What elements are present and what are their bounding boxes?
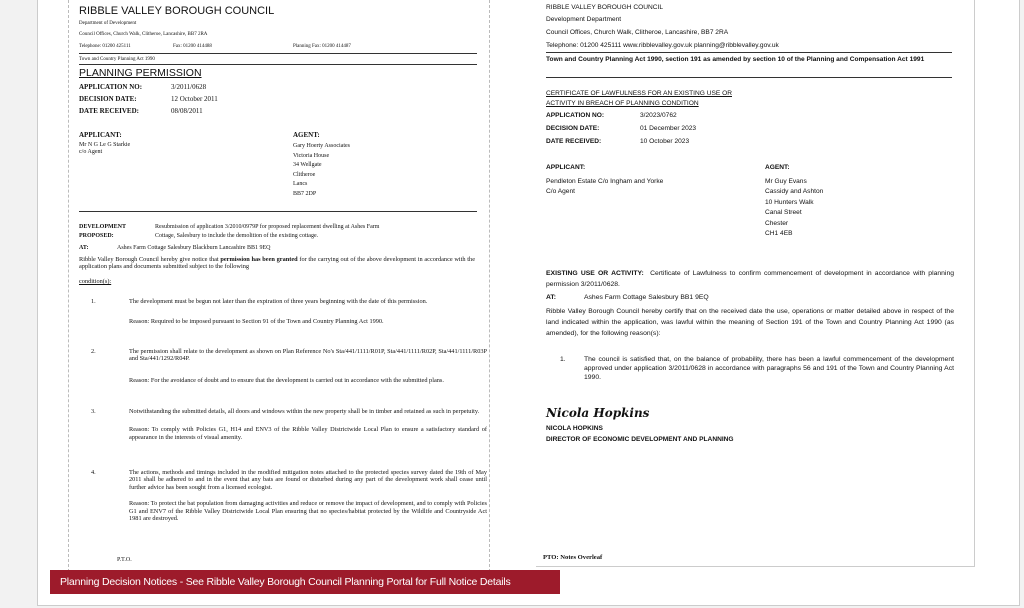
decision-date: 12 October 2011 bbox=[171, 95, 218, 103]
fax: Fax: 01200 414488 bbox=[173, 44, 212, 49]
planning-fax: Planning Fax: 01200 414487 bbox=[293, 44, 351, 49]
pto: P.T.O. bbox=[117, 557, 132, 563]
act-line: Town and Country Planning Act 1990 bbox=[79, 57, 155, 62]
contact-line: Telephone: 01200 425111 www.ribblevalley.gov.uk planning@ribblevalley.gov.uk bbox=[546, 42, 779, 49]
planning-permission-notice bbox=[68, 0, 490, 572]
decision-date: 01 December 2023 bbox=[640, 125, 697, 132]
application-no: 3/2023/0762 bbox=[640, 112, 677, 119]
condition-2: 2. The permission shall relate to the development as shown on Plan Reference No's Sta/441/1111/R01P, Sta/441/1111/R02P, Sta/441/1111/R03P and Sta/441/1292/R04P. Reason: For the avoidance of doubt and to ensure that the development is carried out in accordance with the submitted plans. bbox=[91, 348, 487, 384]
permission-intro: Ribble Valley Borough Council hereby give notice that permission has been granted for the carrying out of the above development in accordance with the application plans and documents submitted subject to the following bbox=[79, 256, 476, 271]
at-label: AT: bbox=[79, 245, 89, 251]
signature: Nicola Hopkins bbox=[546, 406, 650, 420]
development-label: DEVELOPMENT bbox=[79, 224, 127, 230]
certificate-title: CERTIFICATE OF LAWFULNESS FOR AN EXISTING USE OR ACTIVITY IN BREACH OF PLANNING CONDITION bbox=[546, 90, 732, 107]
proposed-label: PROPOSED: bbox=[79, 233, 114, 239]
council-address: Council Offices, Church Walk, Clitheroe, Lancashire, BB7 2RA bbox=[546, 29, 729, 36]
date-received: 10 October 2023 bbox=[640, 138, 690, 145]
decision-date-label: DECISION DATE: bbox=[546, 125, 600, 132]
department: Development Department bbox=[546, 16, 622, 23]
date-received-label: DATE RECEIVED: bbox=[79, 107, 139, 115]
applicant-details: Mr N G Le G Starkie c/o Agent bbox=[79, 142, 131, 155]
signatory-title: DIRECTOR OF ECONOMIC DEVELOPMENT AND PLANNING bbox=[546, 436, 734, 443]
condition-3: 3. Notwithstanding the submitted details, all doors and windows within the new property shall be in timber and retained as such in perpetuity. Reason: To comply with Policies G1, H14 and ENV3 of the Ribble Valley Districtwide Local Plan to ensure a satisfactory standard of appearance in the interests of visual amenity. bbox=[91, 408, 487, 441]
notice-banner: Planning Decision Notices - See Ribble Valley Borough Council Planning Portal for Full Notice Details bbox=[50, 570, 560, 594]
certificate-of-lawfulness-notice bbox=[536, 0, 975, 567]
agent-details: Gary Hoerty Associates Victoria House 34 Wellgate Clitheroe Lancs BB7 2DP bbox=[293, 143, 350, 197]
agent-details: Mr Guy Evans Cassidy and Ashton 10 Hunters Walk Canal Street Chester CH1 4EB bbox=[765, 178, 824, 238]
council-address: Council Offices, Church Walk, Clitheroe, Lancashire, BB7 2RA bbox=[79, 32, 208, 37]
decision-date-label: DECISION DATE: bbox=[79, 95, 137, 103]
application-no-label: APPLICATION NO: bbox=[79, 83, 143, 91]
proposed-text: Cottage, Salesbury to include the demolition of the existing cottage. bbox=[155, 233, 319, 239]
agent-label: AGENT: bbox=[765, 164, 790, 171]
applicant-label: APPLICANT: bbox=[546, 164, 586, 171]
pto-notes: PTO: Notes Overleaf bbox=[543, 554, 603, 561]
existing-use: EXISTING USE OR ACTIVITY: Certificate of Lawfulness to confirm commencement of development in accordance with planning permission 3/2011/0628. bbox=[546, 270, 954, 288]
at-text: Ashes Farm Cottage Salesbury Blackburn Lancashire BB1 9EQ bbox=[117, 245, 271, 251]
applicant-details: Pendleton Estate C/o Ingham and Yorke C/o Agent bbox=[546, 178, 664, 195]
certify-text: Ribble Valley Borough Council hereby certify that on the received date the use, operations or matter detailed above in respect of the land indicated within the application, was lawful within the meaning of Section 191 of the Town and Country Planning Act 1990 (as amended), for the following reason(s): bbox=[546, 308, 954, 337]
applicant-label: APPLICANT: bbox=[79, 131, 122, 139]
development-text: Resubmission of application 3/2010/0979P for proposed replacement dwelling at Ashes Farm bbox=[155, 224, 380, 230]
signatory-name: NICOLA HOPKINS bbox=[546, 425, 603, 432]
date-received-label: DATE RECEIVED: bbox=[546, 138, 602, 145]
condition-1: 1. The development must be begun not later than the expiration of three years beginning with the date of this permission. Reason: Required to be imposed pursuant to Section 91 of the Town and Country Planning Act 1990. bbox=[91, 298, 428, 326]
agent-label: AGENT: bbox=[293, 131, 320, 139]
at-text: Ashes Farm Cottage Salesbury BB1 9EQ bbox=[584, 294, 709, 301]
at-label: AT: bbox=[546, 294, 557, 301]
council-name: RIBBLE VALLEY BOROUGH COUNCIL bbox=[546, 4, 664, 11]
conditions-label: condition(s): bbox=[79, 278, 112, 285]
notice-title: PLANNING PERMISSION bbox=[79, 67, 202, 79]
reason-text: The council is satisfied that, on the balance of probability, there has been a lawful commencement of the development approved under application 3/2011/0628 in accordance with paragraphs 56 and 191 of the Town and Country Planning Act 1990. bbox=[584, 356, 954, 381]
council-name: RIBBLE VALLEY BOROUGH COUNCIL bbox=[79, 5, 275, 17]
act-line: Town and Country Planning Act 1990, section 191 as amended by section 10 of the Planning and Compensation Act 1991 bbox=[546, 56, 925, 63]
reason-number: 1. bbox=[560, 356, 566, 363]
date-received: 08/08/2011 bbox=[171, 107, 203, 115]
department: Department of Development bbox=[79, 21, 137, 26]
application-no: 3/2011/0628 bbox=[171, 83, 207, 91]
condition-4: 4. The actions, methods and timings included in the modified mitigation notes attached to the protected species survey dated the 19th of May 2011 shall be adhered to and in the event that any bats are found or disturbed during any part of the development work shall cease until further advice has been sought from a licensed ecologist. Reason: To protect the bat population from damaging activities and reduce or remove the impact of development, and to comply with Policies G1 and ENV7 of the Ribble Valley Districtwide Local Plan ensuring that no species/habitat protected by the Wildlife and Countryside Act 1981 are destroyed. bbox=[91, 469, 487, 523]
application-no-label: APPLICATION NO: bbox=[546, 112, 605, 119]
telephone: Telephone: 01200 425111 bbox=[79, 44, 131, 49]
